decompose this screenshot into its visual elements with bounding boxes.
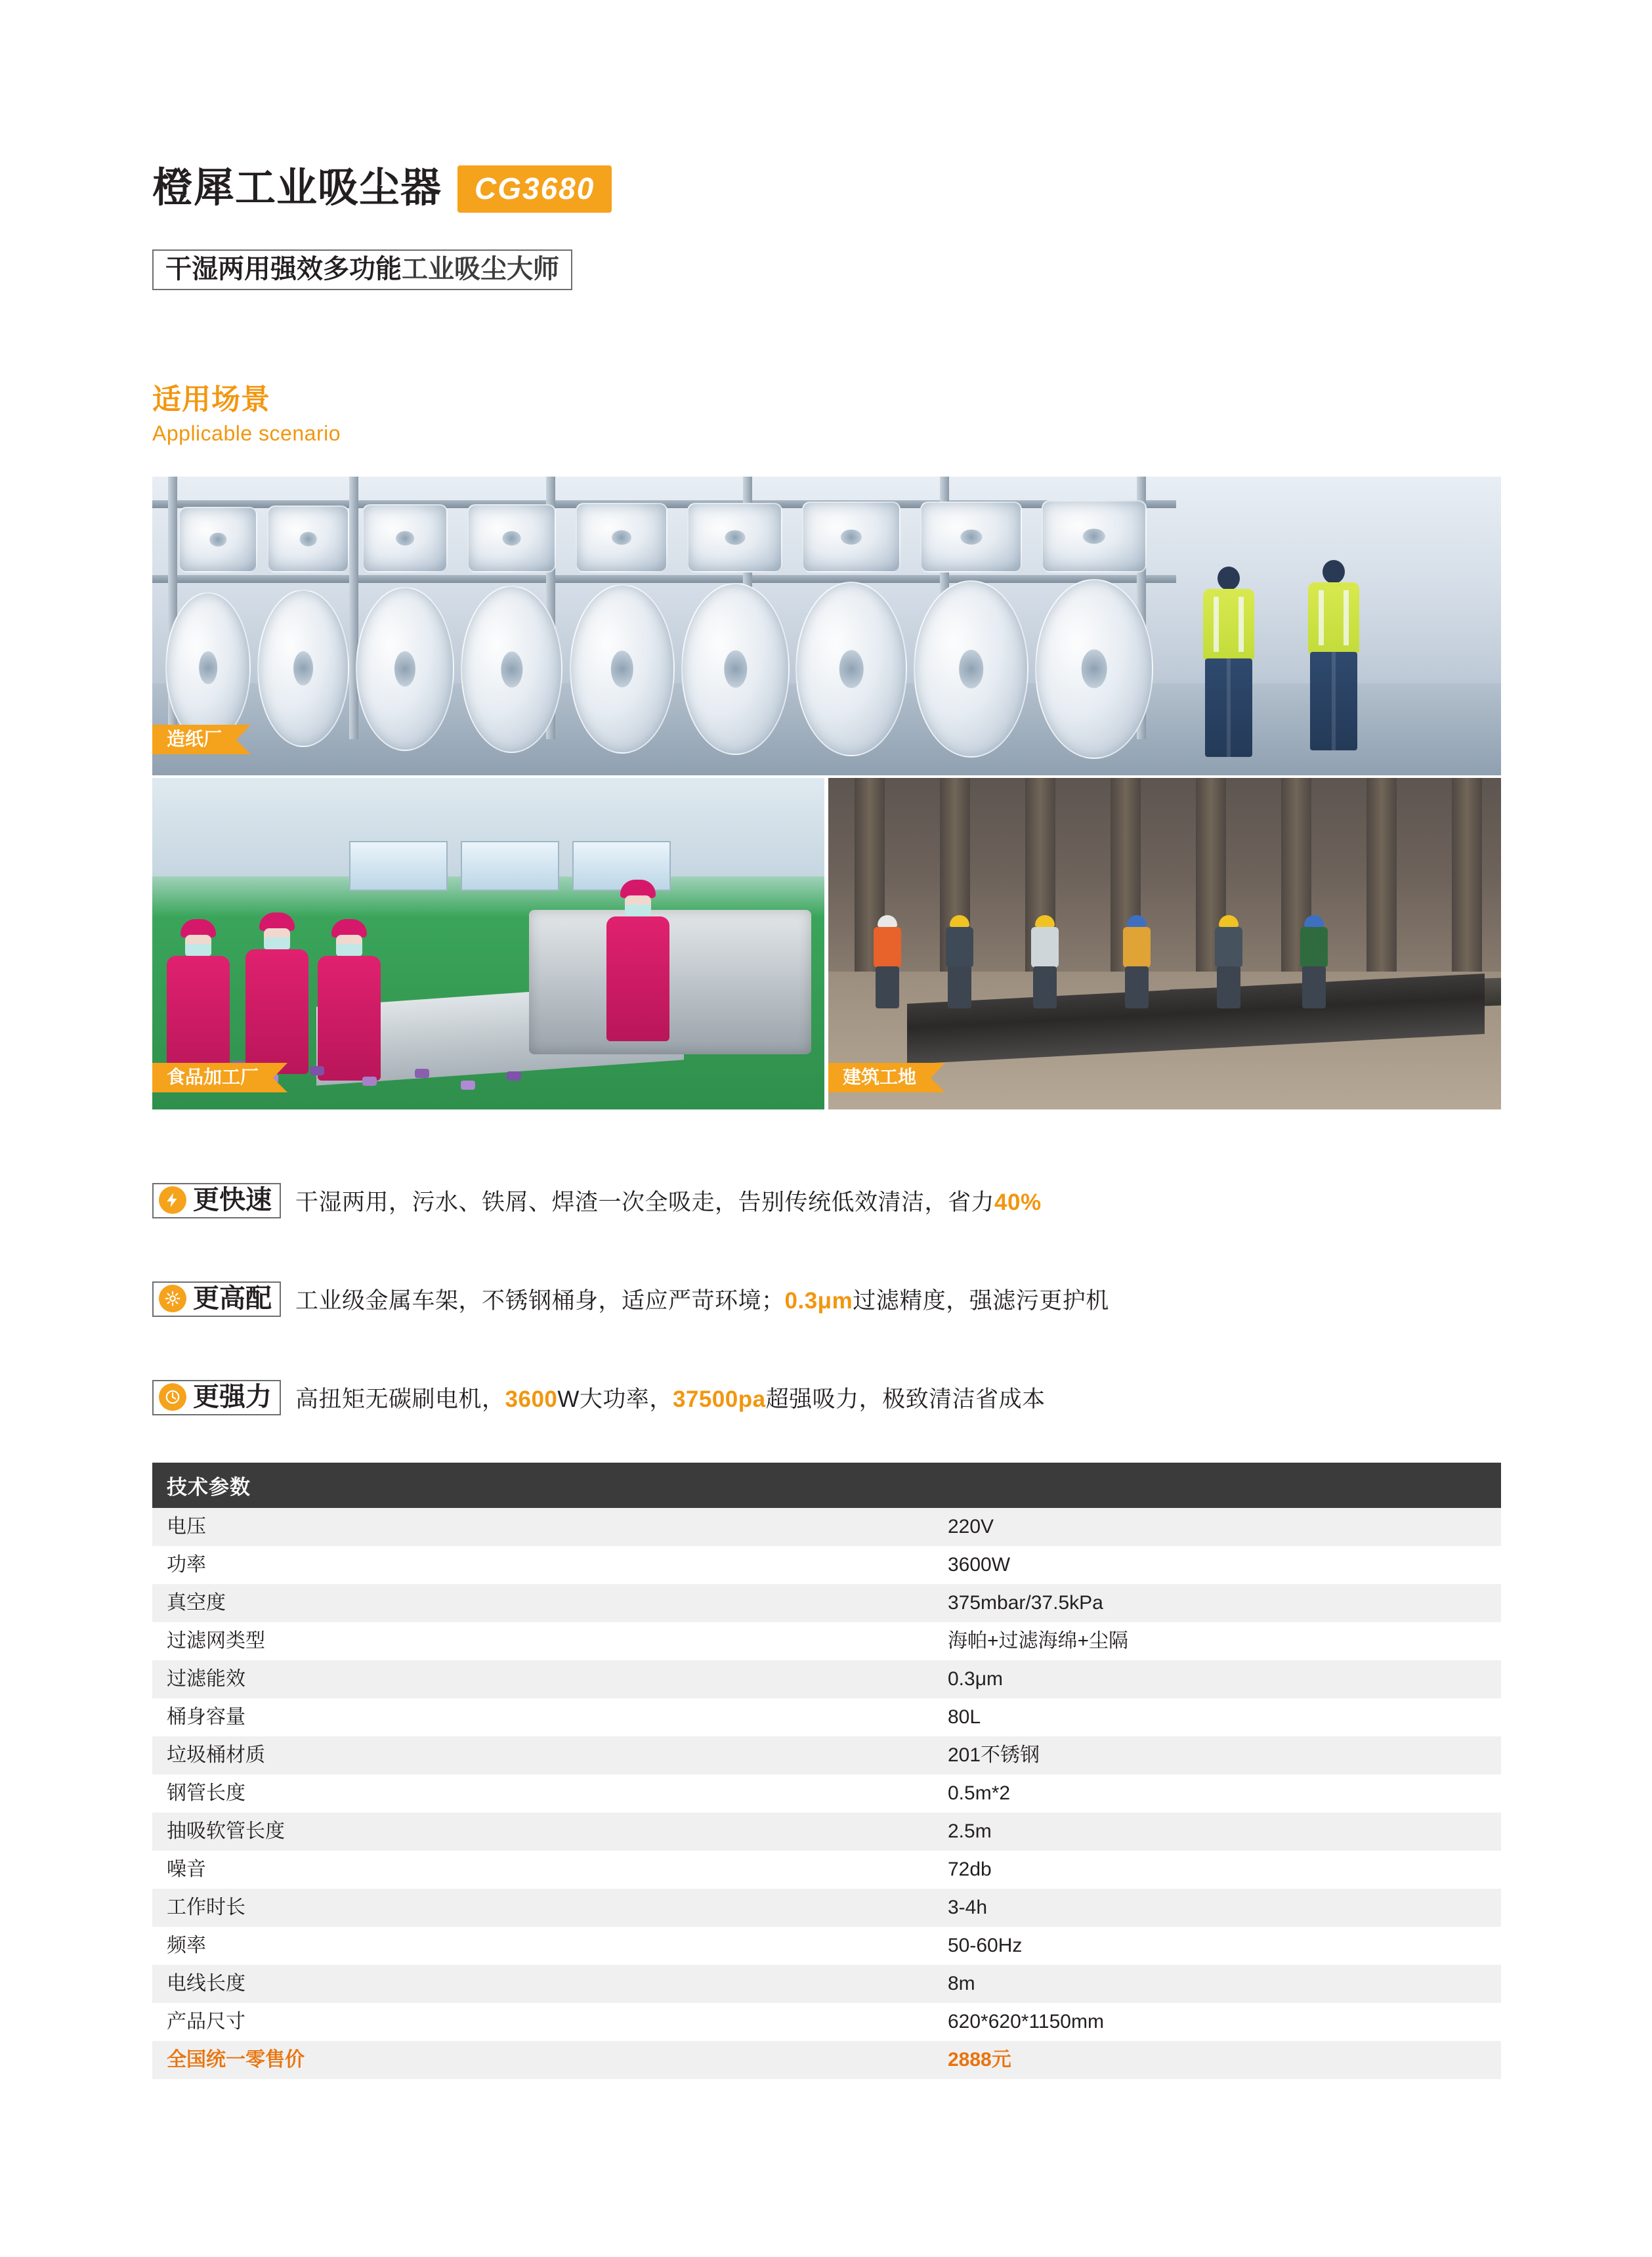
feature-badge-2 [152,1281,281,1317]
spec-key: 频率 [167,1935,206,1956]
feature-label-1: 更快速 [193,1186,272,1214]
worker-legs [876,966,899,1008]
feature-text-part: W大功率， [557,1386,673,1412]
worker-legs [1302,966,1326,1008]
spec-value: 620*620*1150mm [948,2011,1104,2032]
table-row [152,1660,1501,1698]
spec-value: 80L [948,1706,981,1728]
subtitle [165,256,559,282]
paper-roll [356,587,454,751]
feature-row-1 [152,1183,1042,1218]
subtitle-strong: 干湿两用强效多功能 [165,255,402,284]
table-row [152,1889,1501,1927]
page-title: 橙犀工业吸尘器 [152,163,442,211]
feature-text-1 [295,1184,1042,1217]
spec-key: 抽吸软管长度 [167,1820,285,1842]
paper-mill-photo [152,477,1501,775]
safety-vest [1203,589,1254,660]
table-row [152,1927,1501,1965]
spec-value: 3-4h [948,1897,988,1918]
feature-text-part: 高扭矩无碳刷电机， [295,1386,505,1412]
paper-roll [802,502,900,572]
spec-value-price: 2888元 [948,2049,1011,2071]
spec-key: 钢管长度 [167,1782,245,1804]
paper-roll [920,502,1022,572]
produce-item [310,1066,324,1075]
feature-text-part: 干湿两用，污水、铁屑、焊渣一次全吸走，告别传统低效清洁，省力 [295,1190,995,1215]
worker-figure [1281,560,1386,770]
shelf-post [349,477,358,739]
spec-key: 电压 [167,1516,206,1537]
feature-label-2: 更高配 [193,1284,272,1313]
table-row [152,1508,1501,1546]
table-row [152,1965,1501,2003]
paper-roll [576,503,667,572]
feature-text-part: 工业级金属车架，不锈钢桶身，适应严苛环境； [295,1288,785,1314]
worker-torso [1031,927,1059,968]
feature-badge-3 [152,1380,281,1415]
face-mask [185,944,211,956]
speed-icon [159,1186,186,1214]
paper-roll [362,504,448,572]
worker-uniform [245,949,308,1074]
paper-roll [165,592,251,743]
spec-key: 过滤能效 [167,1668,245,1690]
table-row [152,1546,1501,1584]
power-icon [159,1383,186,1411]
food-worker [244,913,310,1083]
image-tag-construction-site: 建筑工地 [828,1063,931,1092]
food-worker [605,880,671,1044]
table-row-price [152,2041,1501,2079]
food-worker [316,919,382,1083]
paper-roll [257,590,349,747]
table-row [152,1774,1501,1813]
shelf-beam [152,575,1176,583]
face-mask [336,944,362,956]
food-worker [165,919,231,1083]
steel-column [1366,778,1397,975]
feature-badge-1 [152,1183,281,1218]
feature-text-3 [295,1381,1046,1414]
spec-key: 桶身容量 [167,1706,245,1728]
paper-roll [1035,579,1153,759]
produce-item [461,1081,475,1090]
feature-row-2 [152,1281,1109,1317]
feature-text-2 [295,1283,1109,1316]
paper-roll [570,584,675,754]
worker-torso [1123,927,1151,968]
spec-value: 8m [948,1973,975,1994]
spec-key-price: 全国统一零售价 [167,2049,305,2071]
spec-key: 噪音 [167,1859,206,1880]
worker-head [1218,567,1240,590]
feature-text-highlight: 0.3μm [784,1288,853,1314]
feature-row-3 [152,1380,1046,1415]
paper-roll [267,505,349,572]
table-row [152,1622,1501,1660]
paper-roll [795,582,907,756]
worker-legs [1205,658,1252,757]
feature-text-part: 超强吸力，极致清洁省成本 [765,1386,1046,1412]
spec-key: 工作时长 [167,1897,245,1918]
worker-head [1323,560,1345,584]
table-row [152,1698,1501,1736]
paper-roll [681,583,790,755]
spec-table-section [152,1463,1501,2079]
spec-value: 2.5m [948,1820,992,1842]
face-mask [264,937,290,949]
worker-torso [874,927,901,968]
spec-value: 海帕+过滤海绵+尘隔 [948,1630,1129,1652]
spec-value: 72db [948,1859,992,1880]
spec-value: 0.5m*2 [948,1782,1011,1804]
worker-uniform [318,956,381,1081]
spec-key: 电线长度 [167,1973,245,1994]
construction-site-photo [828,778,1501,1109]
spec-table [152,1508,1501,2079]
spec-table-title: 技术参数 [152,1463,1501,1508]
table-row [152,1851,1501,1889]
feature-text-part: 过滤精度，强滤污更护机 [853,1288,1109,1314]
feature-label-3: 更强力 [193,1383,272,1411]
face-mask [625,905,651,916]
spec-value: 220V [948,1516,994,1537]
spec-key: 产品尺寸 [167,2011,245,2032]
worker-figure [1176,567,1281,770]
spec-key: 垃圾桶材质 [167,1744,265,1766]
paper-roll [179,507,257,572]
title-row [152,164,612,211]
worker-torso [1215,927,1242,968]
feature-text-highlight: 40% [994,1190,1042,1215]
spec-value: 201不锈钢 [948,1744,1040,1766]
spec-value: 50-60Hz [948,1935,1023,1956]
produce-item [507,1071,521,1081]
spec-key: 功率 [167,1554,206,1576]
produce-item [362,1077,377,1086]
spec-key: 真空度 [167,1592,226,1614]
worker-torso [946,927,973,968]
worker-torso [1300,927,1328,968]
worker-legs [1033,966,1057,1008]
feature-text-highlight: 37500pa [672,1386,766,1412]
paper-roll [1042,500,1147,572]
steel-column [1452,778,1482,975]
paper-roll [467,504,556,572]
spec-value: 0.3μm [948,1668,1003,1690]
table-row [152,1584,1501,1622]
worker-legs [1125,966,1149,1008]
table-row [152,1736,1501,1774]
model-badge: CG3680 [457,165,612,213]
food-factory-photo [152,778,824,1109]
produce-item [415,1069,429,1078]
table-row [152,1813,1501,1851]
window [461,841,559,891]
paper-roll [914,580,1028,758]
image-tag-food-factory: 食品加工厂 [152,1063,273,1092]
worker-uniform [606,916,669,1041]
gear-icon [159,1285,186,1312]
subtitle-light: 工业吸尘大师 [402,255,559,284]
feature-text-highlight: 3600 [505,1386,558,1412]
section-heading-en: Applicable scenario [152,421,341,445]
spec-value: 375mbar/37.5kPa [948,1592,1103,1614]
spec-value: 3600W [948,1554,1011,1576]
paper-roll [461,586,562,753]
safety-vest [1308,582,1359,653]
worker-uniform [167,956,230,1081]
worker-legs [1217,966,1240,1008]
worker-legs [1310,652,1357,750]
image-tag-paper-mill: 造纸厂 [152,725,236,754]
table-row [152,2003,1501,2041]
spec-key: 过滤网类型 [167,1630,265,1652]
worker-legs [948,966,971,1008]
paper-roll [687,503,782,572]
section-heading-cn: 适用场景 [152,383,270,416]
subtitle-box [152,249,572,290]
window [349,841,448,891]
